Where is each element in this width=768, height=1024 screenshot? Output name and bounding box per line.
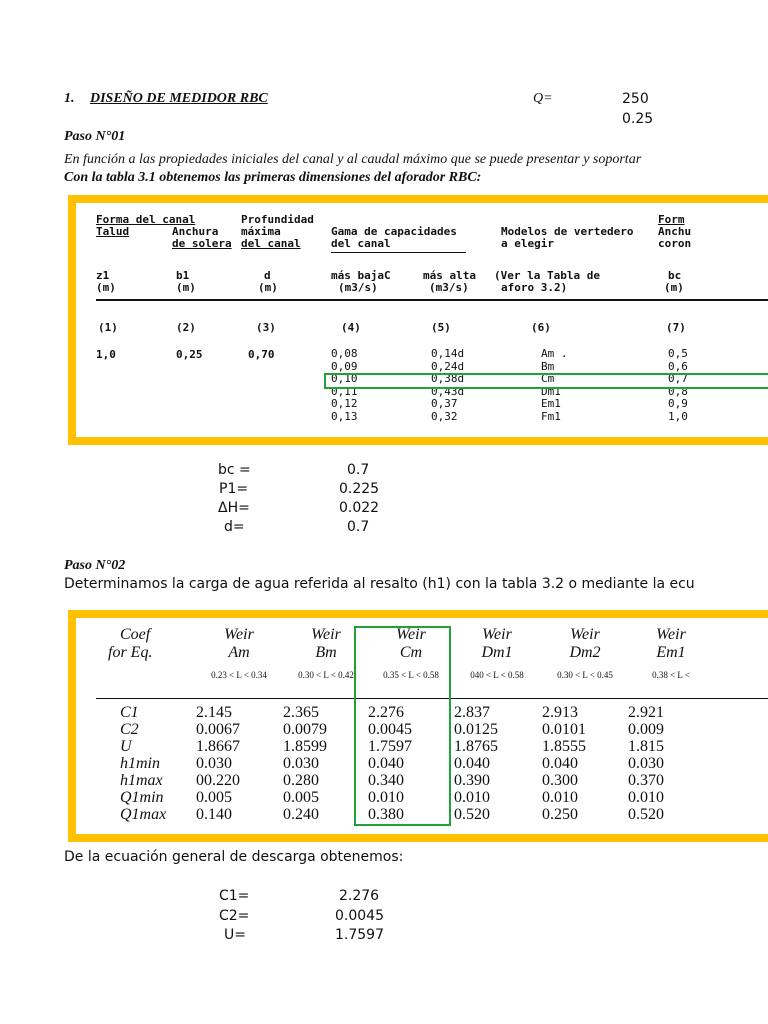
weir-range: 0.30 < L < 0.42	[298, 670, 354, 680]
col-num-2: (2)	[176, 321, 196, 334]
result-value: 0.7	[347, 462, 370, 478]
results2-block	[0, 887, 768, 946]
cell-value: 0.010	[542, 789, 578, 806]
weir-col-header	[542, 626, 628, 680]
cell-value: 1.8599	[283, 738, 327, 755]
h-delcanal: del canal	[241, 237, 301, 250]
alta-value: 0,32	[431, 409, 458, 423]
cell-value: 1.8765	[454, 738, 498, 755]
cell-value: 0.005	[196, 789, 232, 806]
cell-value: 0.040	[542, 755, 578, 772]
u-b: b1	[176, 269, 190, 282]
bc-value: 0,9	[668, 397, 688, 410]
cell-value: 0.0079	[283, 721, 327, 738]
cell-value: 2.276	[368, 704, 404, 721]
result-value: 0.0045	[335, 907, 384, 924]
cell-value: 0.240	[283, 806, 319, 823]
h-form7: Form	[658, 213, 685, 226]
weir-col-header	[196, 626, 282, 680]
weir-model: Dm1	[481, 644, 513, 661]
alta-value: 0,14d	[431, 347, 465, 360]
q-value-2: 0.25	[622, 111, 654, 127]
h-anchura: Anchura	[172, 225, 219, 238]
highlight-col-cm	[354, 626, 451, 826]
u-alta-unit: (m3/s)	[429, 281, 469, 294]
h-desolera: de solera	[172, 237, 232, 250]
cell-value: 2.365	[283, 704, 319, 721]
cell-value: 0.010	[628, 789, 664, 806]
h-gama2: del canal	[331, 237, 391, 250]
u-baja-unit: (m3/s)	[338, 281, 378, 294]
cell-value: 2.913	[542, 704, 578, 721]
h-modelos: Modelos de vertedero	[501, 225, 634, 238]
paso2-text: Determinamos la carga de agua referida al resalto (h1) con la tabla 3.2 o mediante la ecu	[64, 576, 695, 592]
val-anchura: 0,25	[176, 348, 203, 361]
result-label: ΔH=	[218, 500, 250, 516]
weir-col-header	[454, 626, 540, 680]
cell-value: 0.010	[368, 789, 404, 806]
alta-value: 0,24d	[431, 359, 465, 373]
weir-model: Am	[228, 644, 250, 661]
row-label: Q1min	[120, 789, 164, 806]
col-num-5: (5)	[431, 321, 451, 334]
cell-value: 0.0101	[542, 721, 586, 738]
baja-value: 0,08	[331, 347, 358, 360]
result-label: C2=	[219, 907, 250, 924]
coef-for-eq: for Eq.	[108, 644, 153, 661]
result-label: d=	[224, 519, 245, 535]
u-bc: bc	[668, 269, 682, 282]
row-label: U	[120, 738, 132, 755]
table-rule	[96, 299, 768, 301]
weir-col-header	[628, 626, 714, 680]
h-talud: Talud	[96, 225, 130, 238]
weir-model: Dm2	[569, 644, 601, 661]
paso1-title: Paso N°01	[64, 129, 126, 144]
h-coron7: coron	[658, 237, 692, 250]
u-baja: más bajaC	[331, 269, 391, 282]
u-aforo: aforo 3.2)	[501, 281, 568, 294]
cell-value: 1.8555	[542, 738, 586, 755]
table-3-1-image	[68, 195, 768, 445]
result-value: 0.225	[339, 481, 380, 497]
cell-value: 0.390	[454, 772, 490, 789]
weir-model: Bm	[315, 644, 337, 661]
cell-value: 00.220	[196, 772, 240, 789]
h-gama: Gama de capacidades	[331, 225, 457, 238]
alta-value: 0,37	[431, 397, 458, 410]
cell-value: 0.340	[368, 772, 404, 789]
row-label: C2	[120, 721, 139, 738]
cell-value: 1.7597	[368, 738, 412, 755]
weir-model: Cm	[399, 644, 423, 661]
row-label: h1max	[120, 772, 163, 789]
bc-value: 0,6	[668, 359, 688, 373]
u-alta: más alta	[423, 269, 476, 282]
u-dm: (m)	[258, 281, 278, 294]
cell-value: 0.010	[454, 789, 490, 806]
cell-value: 0.280	[283, 772, 319, 789]
highlight-row-cm	[324, 373, 768, 389]
weir-range: 0.35 < L < 0.58	[383, 670, 439, 680]
cell-value: 0.370	[628, 772, 664, 789]
weir-title: Weir	[656, 626, 686, 643]
bc-value: 0,7	[668, 372, 688, 385]
gama-rule	[331, 252, 466, 253]
result-label: C1=	[219, 888, 250, 904]
cell-value: 0.520	[628, 806, 664, 823]
row-label: h1min	[120, 755, 160, 772]
result-value: 0.7	[347, 519, 370, 535]
row-label: Q1max	[120, 806, 167, 823]
cell-value: 0.0045	[368, 721, 412, 738]
result-label: bc =	[218, 462, 251, 478]
col-num-1: (1)	[98, 321, 118, 334]
col-num-6: (6)	[531, 321, 551, 334]
result-value: 1.7597	[335, 927, 384, 943]
row-label: C1	[120, 704, 139, 721]
table-3-2-image	[68, 610, 768, 842]
cell-value: 0.009	[628, 721, 664, 738]
cell-value: 2.921	[628, 704, 664, 721]
weir-range: 0.38 < L <	[652, 670, 690, 680]
paso1-text: En función a las propiedades iniciales del canal y al caudal máximo que se puede presentar y soportar	[64, 152, 642, 167]
weir-title: Weir	[482, 626, 512, 643]
weir-range: 0.23 < L < 0.34	[211, 670, 267, 680]
u-ver: (Ver la Tabla de	[494, 269, 600, 282]
weir-model: Em1	[656, 644, 686, 661]
cell-value: 1.815	[628, 738, 664, 755]
u-bm: (m)	[176, 281, 196, 294]
u-zm: (m)	[96, 281, 116, 294]
cell-value: 0.250	[542, 806, 578, 823]
h-anchu7: Anchu	[658, 225, 692, 238]
section-number: 1.	[64, 91, 75, 106]
cell-value: 0.040	[454, 755, 490, 772]
cell-value: 2.837	[454, 704, 490, 721]
alta-value: 0,43d	[431, 384, 465, 398]
result-label: P1=	[219, 481, 249, 497]
results1-block	[0, 461, 768, 537]
cell-value: 0.380	[368, 806, 404, 823]
h-forma: Forma del canal	[96, 213, 196, 226]
weir-title: Weir	[570, 626, 600, 643]
result-value: 2.276	[339, 888, 380, 904]
cell-value: 0.0067	[196, 721, 240, 738]
u-d: d	[264, 269, 271, 282]
bc-value: 1,0	[668, 409, 688, 423]
result-value: 0.022	[339, 500, 380, 516]
weir-title: Weir	[396, 626, 426, 643]
cell-value: 0.300	[542, 772, 578, 789]
col-num-7: (7)	[666, 321, 686, 334]
cell-value: 0.030	[628, 755, 664, 772]
weir-range: 040 < L < 0.58	[470, 670, 524, 680]
h-prof: Profundidad	[241, 213, 314, 226]
cell-value: 2.145	[196, 704, 232, 721]
val-talud: 1,0	[96, 348, 116, 361]
weir-title: Weir	[311, 626, 341, 643]
baja-value: 0,10	[331, 372, 358, 385]
modelo-value: Dm1	[541, 384, 561, 398]
coef-label: Coef	[120, 626, 151, 643]
u-bcm: (m)	[664, 281, 684, 294]
col-num-4: (4)	[341, 321, 361, 334]
section-title: DISEÑO DE MEDIDOR RBC	[90, 91, 268, 106]
q-label: Q=	[533, 91, 553, 106]
cell-value: 0.520	[454, 806, 490, 823]
paso2-title: Paso N°02	[64, 558, 126, 573]
h-maxima: máxima	[241, 225, 281, 238]
coef-header	[108, 626, 152, 662]
baja-value: 0,09	[331, 359, 358, 373]
val-prof: 0,70	[248, 348, 275, 361]
cell-value: 0.040	[368, 755, 404, 772]
weir-range: 0.30 < L < 0.45	[557, 670, 613, 680]
modelo-value: Em1	[541, 397, 561, 410]
col-num-3: (3)	[256, 321, 276, 334]
u-z: z1	[96, 269, 110, 282]
modelo-value: Bm	[541, 359, 555, 373]
modelo-value: Fm1	[541, 409, 561, 423]
cell-value: 0.005	[283, 789, 319, 806]
baja-value: 0,13	[331, 409, 358, 423]
baja-value: 0,11	[331, 384, 358, 398]
cell-value: 0.030	[196, 755, 232, 772]
q-value-1: 250	[622, 91, 649, 107]
modelo-value: Am .	[541, 347, 568, 360]
baja-value: 0,12	[331, 397, 358, 410]
modelo-value: Cm	[541, 372, 555, 385]
cell-value: 0.030	[283, 755, 319, 772]
paso1-instruction: Con la tabla 3.1 obtenemos las primeras dimensiones del aforador RBC:	[64, 170, 482, 185]
result-label: U=	[224, 927, 246, 943]
ecuacion-text: De la ecuación general de descarga obtenemos:	[64, 849, 404, 865]
bc-value: 0,8	[668, 384, 688, 398]
alta-value: 0,38d	[431, 372, 465, 385]
weir-title: Weir	[224, 626, 254, 643]
cell-value: 0.140	[196, 806, 232, 823]
cell-value: 0.0125	[454, 721, 498, 738]
cell-value: 1.8667	[196, 738, 240, 755]
h-aelegir: a elegir	[501, 237, 554, 250]
bc-value: 0,5	[668, 347, 688, 360]
